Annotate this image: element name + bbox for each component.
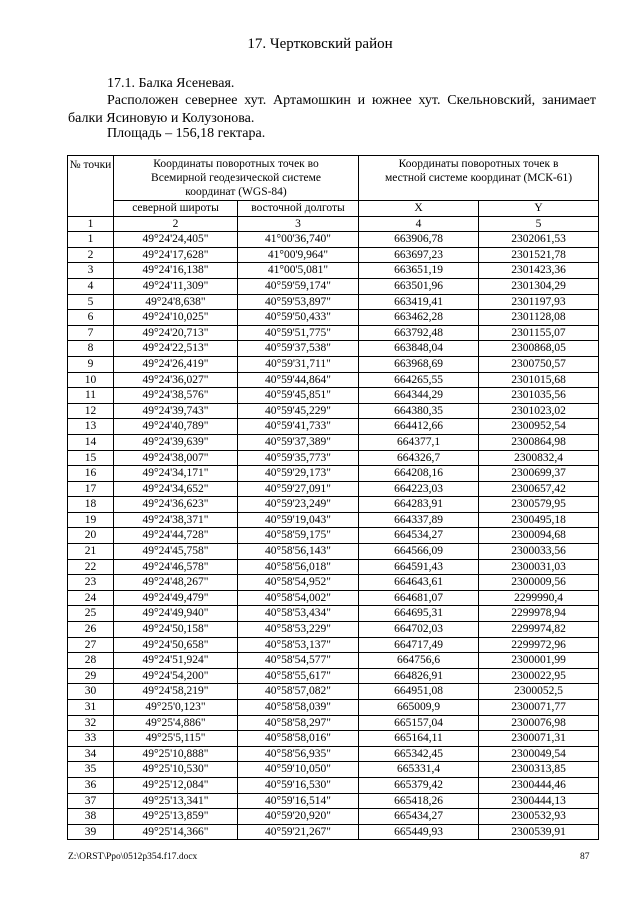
- y-cell: 2301304,29: [479, 278, 599, 294]
- point-number-cell: 16: [68, 466, 114, 482]
- latitude-cell: 49°25'13,859": [114, 809, 238, 825]
- point-number-cell: 35: [68, 762, 114, 778]
- table-row: [68, 419, 599, 435]
- longitude-cell: 40°59'59,174": [238, 278, 359, 294]
- latitude-cell: 49°24'38,371": [114, 512, 238, 528]
- point-number-cell: 13: [68, 419, 114, 435]
- table-row: [68, 606, 599, 622]
- point-number-cell: 38: [68, 809, 114, 825]
- longitude-cell: 40°59'16,514": [238, 793, 359, 809]
- x-cell: 664283,91: [359, 497, 479, 513]
- y-cell: 2300049,54: [479, 746, 599, 762]
- longitude-cell: 40°59'21,267": [238, 824, 359, 840]
- y-cell: 2299974,82: [479, 622, 599, 638]
- x-cell: 663906,78: [359, 232, 479, 248]
- y-cell: 2300444,46: [479, 777, 599, 793]
- longitude-cell: 40°58'56,018": [238, 559, 359, 575]
- latitude-cell: 49°25'13,341": [114, 793, 238, 809]
- page-title: 17. Чертковский район: [247, 36, 393, 52]
- footer-file-path: Z:\ORST\Ppo\0512p354.f17.docx: [68, 852, 198, 862]
- y-cell: 2300313,85: [479, 762, 599, 778]
- table-row: [68, 512, 599, 528]
- longitude-cell: 40°59'41,733": [238, 419, 359, 435]
- x-cell: 664591,43: [359, 559, 479, 575]
- point-number-cell: 20: [68, 528, 114, 544]
- table-row: [68, 731, 599, 747]
- x-cell: 664756,6: [359, 653, 479, 669]
- table-row: [68, 263, 599, 279]
- x-cell: 664223,03: [359, 481, 479, 497]
- index-cell: 5: [479, 216, 599, 232]
- latitude-cell: 49°24'24,405": [114, 232, 238, 248]
- y-cell: 2300539,91: [479, 824, 599, 840]
- longitude-cell: 40°58'57,082": [238, 684, 359, 700]
- longitude-cell: 40°59'37,538": [238, 341, 359, 357]
- y-cell: 2301423,36: [479, 263, 599, 279]
- x-cell: 664380,35: [359, 403, 479, 419]
- longitude-cell: 40°58'53,434": [238, 606, 359, 622]
- y-cell: 2300009,56: [479, 575, 599, 591]
- longitude-cell: 40°59'10,050": [238, 762, 359, 778]
- y-cell: 2300832,4: [479, 450, 599, 466]
- x-cell: 664681,07: [359, 590, 479, 606]
- point-number-cell: 1: [68, 232, 114, 248]
- point-number-cell: 10: [68, 372, 114, 388]
- point-number-cell: 24: [68, 590, 114, 606]
- longitude-cell: 40°58'58,297": [238, 715, 359, 731]
- point-number-cell: 34: [68, 746, 114, 762]
- y-cell: 2300750,57: [479, 356, 599, 372]
- table-row: [68, 793, 599, 809]
- longitude-cell: 40°58'54,002": [238, 590, 359, 606]
- x-cell: 663501,96: [359, 278, 479, 294]
- x-cell: 665009,9: [359, 700, 479, 716]
- table-row: [68, 481, 599, 497]
- point-number-cell: 37: [68, 793, 114, 809]
- y-cell: 2300071,31: [479, 731, 599, 747]
- longitude-cell: 40°58'58,016": [238, 731, 359, 747]
- table-row: [68, 372, 599, 388]
- latitude-cell: 49°24'40,789": [114, 419, 238, 435]
- point-number-cell: 36: [68, 777, 114, 793]
- latitude-cell: 49°24'22,513": [114, 341, 238, 357]
- x-cell: 664377,1: [359, 434, 479, 450]
- latitude-cell: 49°24'39,639": [114, 434, 238, 450]
- y-cell: 2299972,96: [479, 637, 599, 653]
- table-row: [68, 466, 599, 482]
- point-number-cell: 28: [68, 653, 114, 669]
- point-number-cell: 3: [68, 263, 114, 279]
- table-row: [68, 544, 599, 560]
- point-number-cell: 2: [68, 247, 114, 263]
- x-cell: 665331,4: [359, 762, 479, 778]
- table-row: [68, 637, 599, 653]
- longitude-cell: 41°00'5,081": [238, 263, 359, 279]
- header-longitude: восточной долготы: [238, 201, 359, 217]
- latitude-cell: 49°25'10,530": [114, 762, 238, 778]
- longitude-cell: 40°58'55,617": [238, 668, 359, 684]
- latitude-cell: 49°24'50,158": [114, 622, 238, 638]
- page-number: 87: [580, 852, 590, 862]
- y-cell: 2300001,99: [479, 653, 599, 669]
- point-number-cell: 14: [68, 434, 114, 450]
- table-row: [68, 388, 599, 404]
- table-row: [68, 559, 599, 575]
- longitude-cell: 40°58'53,137": [238, 637, 359, 653]
- y-cell: 2300952,54: [479, 419, 599, 435]
- header-latitude: северной широты: [114, 201, 238, 217]
- x-cell: 664534,27: [359, 528, 479, 544]
- latitude-cell: 49°25'14,366": [114, 824, 238, 840]
- x-cell: 665164,11: [359, 731, 479, 747]
- latitude-cell: 49°24'36,027": [114, 372, 238, 388]
- x-cell: 665157,04: [359, 715, 479, 731]
- longitude-cell: 40°59'45,229": [238, 403, 359, 419]
- point-number-cell: 25: [68, 606, 114, 622]
- latitude-cell: 49°24'39,743": [114, 403, 238, 419]
- table-row: [68, 247, 599, 263]
- latitude-cell: 49°24'48,267": [114, 575, 238, 591]
- longitude-cell: 40°59'50,433": [238, 310, 359, 326]
- x-cell: 664717,49: [359, 637, 479, 653]
- y-cell: 2301155,07: [479, 325, 599, 341]
- latitude-cell: 49°25'12,084": [114, 777, 238, 793]
- x-cell: 663968,69: [359, 356, 479, 372]
- table-row: [68, 700, 599, 716]
- x-cell: 663697,23: [359, 247, 479, 263]
- point-number-cell: 23: [68, 575, 114, 591]
- description-text: Расположен севернее хут. Артамошкин и южнее хут. Скельновский, занимает балки Ясиновую и Колузонова.: [68, 93, 596, 126]
- point-number-cell: 11: [68, 388, 114, 404]
- header-wgs84: Координаты поворотных точек во Всемирной геодезической системе координат (WGS-84): [114, 156, 359, 201]
- table-row: [68, 497, 599, 513]
- point-number-cell: 30: [68, 684, 114, 700]
- latitude-cell: 49°24'38,576": [114, 388, 238, 404]
- table-row: [68, 762, 599, 778]
- latitude-cell: 49°24'54,200": [114, 668, 238, 684]
- x-cell: 663848,04: [359, 341, 479, 357]
- x-cell: 663419,41: [359, 294, 479, 310]
- point-number-cell: 31: [68, 700, 114, 716]
- x-cell: 664566,09: [359, 544, 479, 560]
- x-cell: 663792,48: [359, 325, 479, 341]
- latitude-cell: 49°24'11,309": [114, 278, 238, 294]
- latitude-cell: 49°24'8,638": [114, 294, 238, 310]
- x-cell: 665379,42: [359, 777, 479, 793]
- point-number-cell: 32: [68, 715, 114, 731]
- latitude-cell: 49°24'49,940": [114, 606, 238, 622]
- header-msk61: Координаты поворотных точек в местной системе координат (МСК-61): [359, 156, 599, 201]
- header-point-number: № точки: [68, 156, 114, 217]
- y-cell: 2300022,95: [479, 668, 599, 684]
- description-paragraph: [68, 92, 596, 128]
- x-cell: 663462,28: [359, 310, 479, 326]
- section-title: 17.1. Балка Ясеневая.: [107, 76, 235, 91]
- point-number-cell: 26: [68, 622, 114, 638]
- table-row: [68, 434, 599, 450]
- longitude-cell: 40°59'45,851": [238, 388, 359, 404]
- table-row: [68, 278, 599, 294]
- table-row: [68, 622, 599, 638]
- y-cell: 2300094,68: [479, 528, 599, 544]
- y-cell: 2302061,53: [479, 232, 599, 248]
- latitude-cell: 49°24'36,623": [114, 497, 238, 513]
- table-row: [68, 450, 599, 466]
- x-cell: 665418,26: [359, 793, 479, 809]
- x-cell: 664695,31: [359, 606, 479, 622]
- latitude-cell: 49°24'58,219": [114, 684, 238, 700]
- latitude-cell: 49°25'10,888": [114, 746, 238, 762]
- table-row: [68, 232, 599, 248]
- latitude-cell: 49°24'46,578": [114, 559, 238, 575]
- point-number-cell: 7: [68, 325, 114, 341]
- table-row: [68, 341, 599, 357]
- point-number-cell: 18: [68, 497, 114, 513]
- header-x: X: [359, 201, 479, 217]
- y-cell: 2300031,03: [479, 559, 599, 575]
- longitude-cell: 40°58'59,175": [238, 528, 359, 544]
- point-number-cell: 8: [68, 341, 114, 357]
- longitude-cell: 40°59'35,773": [238, 450, 359, 466]
- y-cell: 2299978,94: [479, 606, 599, 622]
- area-text: Площадь – 156,18 гектара.: [107, 126, 266, 141]
- y-cell: 2300444,13: [479, 793, 599, 809]
- longitude-cell: 40°58'54,952": [238, 575, 359, 591]
- y-cell: 2299990,4: [479, 590, 599, 606]
- index-cell: 3: [238, 216, 359, 232]
- point-number-cell: 27: [68, 637, 114, 653]
- longitude-cell: 40°58'56,935": [238, 746, 359, 762]
- y-cell: 2300076,98: [479, 715, 599, 731]
- latitude-cell: 49°24'45,758": [114, 544, 238, 560]
- latitude-cell: 49°24'44,728": [114, 528, 238, 544]
- y-cell: 2300052,5: [479, 684, 599, 700]
- table-row: [68, 294, 599, 310]
- x-cell: 664826,91: [359, 668, 479, 684]
- y-cell: 2301521,78: [479, 247, 599, 263]
- point-number-cell: 19: [68, 512, 114, 528]
- y-cell: 2301128,08: [479, 310, 599, 326]
- longitude-cell: 40°59'37,389": [238, 434, 359, 450]
- y-cell: 2300657,42: [479, 481, 599, 497]
- table-row: [68, 325, 599, 341]
- longitude-cell: 41°00'9,964": [238, 247, 359, 263]
- longitude-cell: 41°00'36,740": [238, 232, 359, 248]
- x-cell: 665434,27: [359, 809, 479, 825]
- point-number-cell: 29: [68, 668, 114, 684]
- x-cell: 664337,89: [359, 512, 479, 528]
- latitude-cell: 49°24'34,171": [114, 466, 238, 482]
- latitude-cell: 49°24'34,652": [114, 481, 238, 497]
- y-cell: 2301035,56: [479, 388, 599, 404]
- y-cell: 2300071,77: [479, 700, 599, 716]
- point-number-cell: 6: [68, 310, 114, 326]
- x-cell: 664702,03: [359, 622, 479, 638]
- x-cell: 664208,16: [359, 466, 479, 482]
- point-number-cell: 5: [68, 294, 114, 310]
- table-row: [68, 356, 599, 372]
- table-row: [68, 824, 599, 840]
- y-cell: 2300699,37: [479, 466, 599, 482]
- latitude-cell: 49°25'0,123": [114, 700, 238, 716]
- x-cell: 664344,29: [359, 388, 479, 404]
- y-cell: 2300868,05: [479, 341, 599, 357]
- table-row: [68, 653, 599, 669]
- y-cell: 2300579,95: [479, 497, 599, 513]
- latitude-cell: 49°24'26,419": [114, 356, 238, 372]
- table-row: [68, 809, 599, 825]
- latitude-cell: 49°25'5,115": [114, 731, 238, 747]
- longitude-cell: 40°59'27,091": [238, 481, 359, 497]
- longitude-cell: 40°59'29,173": [238, 466, 359, 482]
- latitude-cell: 49°24'17,628": [114, 247, 238, 263]
- point-number-cell: 17: [68, 481, 114, 497]
- longitude-cell: 40°59'31,711": [238, 356, 359, 372]
- table-row: [68, 528, 599, 544]
- table-row: [68, 668, 599, 684]
- longitude-cell: 40°59'53,897": [238, 294, 359, 310]
- longitude-cell: 40°59'44,864": [238, 372, 359, 388]
- table-row: [68, 590, 599, 606]
- table-row: [68, 575, 599, 591]
- latitude-cell: 49°24'38,007": [114, 450, 238, 466]
- y-cell: 2300495,18: [479, 512, 599, 528]
- longitude-cell: 40°59'23,249": [238, 497, 359, 513]
- point-number-cell: 22: [68, 559, 114, 575]
- table-row: [68, 684, 599, 700]
- point-number-cell: 4: [68, 278, 114, 294]
- point-number-cell: 12: [68, 403, 114, 419]
- table-row: [68, 403, 599, 419]
- x-cell: 663651,19: [359, 263, 479, 279]
- x-cell: 665449,93: [359, 824, 479, 840]
- longitude-cell: 40°59'51,775": [238, 325, 359, 341]
- y-cell: 2300864,98: [479, 434, 599, 450]
- longitude-cell: 40°58'53,229": [238, 622, 359, 638]
- latitude-cell: 49°24'16,138": [114, 263, 238, 279]
- longitude-cell: 40°59'19,043": [238, 512, 359, 528]
- table-row: [68, 777, 599, 793]
- table-row: [68, 715, 599, 731]
- latitude-cell: 49°24'51,924": [114, 653, 238, 669]
- latitude-cell: 49°24'10,025": [114, 310, 238, 326]
- longitude-cell: 40°59'20,920": [238, 809, 359, 825]
- latitude-cell: 49°24'49,479": [114, 590, 238, 606]
- index-cell: 4: [359, 216, 479, 232]
- point-number-cell: 39: [68, 824, 114, 840]
- index-cell: 2: [114, 216, 238, 232]
- x-cell: 664951,08: [359, 684, 479, 700]
- y-cell: 2301023,02: [479, 403, 599, 419]
- point-number-cell: 21: [68, 544, 114, 560]
- longitude-cell: 40°59'16,530": [238, 777, 359, 793]
- index-cell: 1: [68, 216, 114, 232]
- latitude-cell: 49°25'4,886": [114, 715, 238, 731]
- x-cell: 664265,55: [359, 372, 479, 388]
- point-number-cell: 9: [68, 356, 114, 372]
- longitude-cell: 40°58'56,143": [238, 544, 359, 560]
- longitude-cell: 40°58'54,577": [238, 653, 359, 669]
- x-cell: 664643,61: [359, 575, 479, 591]
- point-number-cell: 15: [68, 450, 114, 466]
- x-cell: 664412,66: [359, 419, 479, 435]
- y-cell: 2300532,93: [479, 809, 599, 825]
- point-number-cell: 33: [68, 731, 114, 747]
- x-cell: 665342,45: [359, 746, 479, 762]
- coordinates-table: [67, 155, 599, 840]
- y-cell: 2301015,68: [479, 372, 599, 388]
- table-row: [68, 746, 599, 762]
- longitude-cell: 40°58'58,039": [238, 700, 359, 716]
- y-cell: 2301197,93: [479, 294, 599, 310]
- y-cell: 2300033,56: [479, 544, 599, 560]
- header-y: Y: [479, 201, 599, 217]
- latitude-cell: 49°24'50,658": [114, 637, 238, 653]
- table-row: [68, 310, 599, 326]
- latitude-cell: 49°24'20,713": [114, 325, 238, 341]
- x-cell: 664326,7: [359, 450, 479, 466]
